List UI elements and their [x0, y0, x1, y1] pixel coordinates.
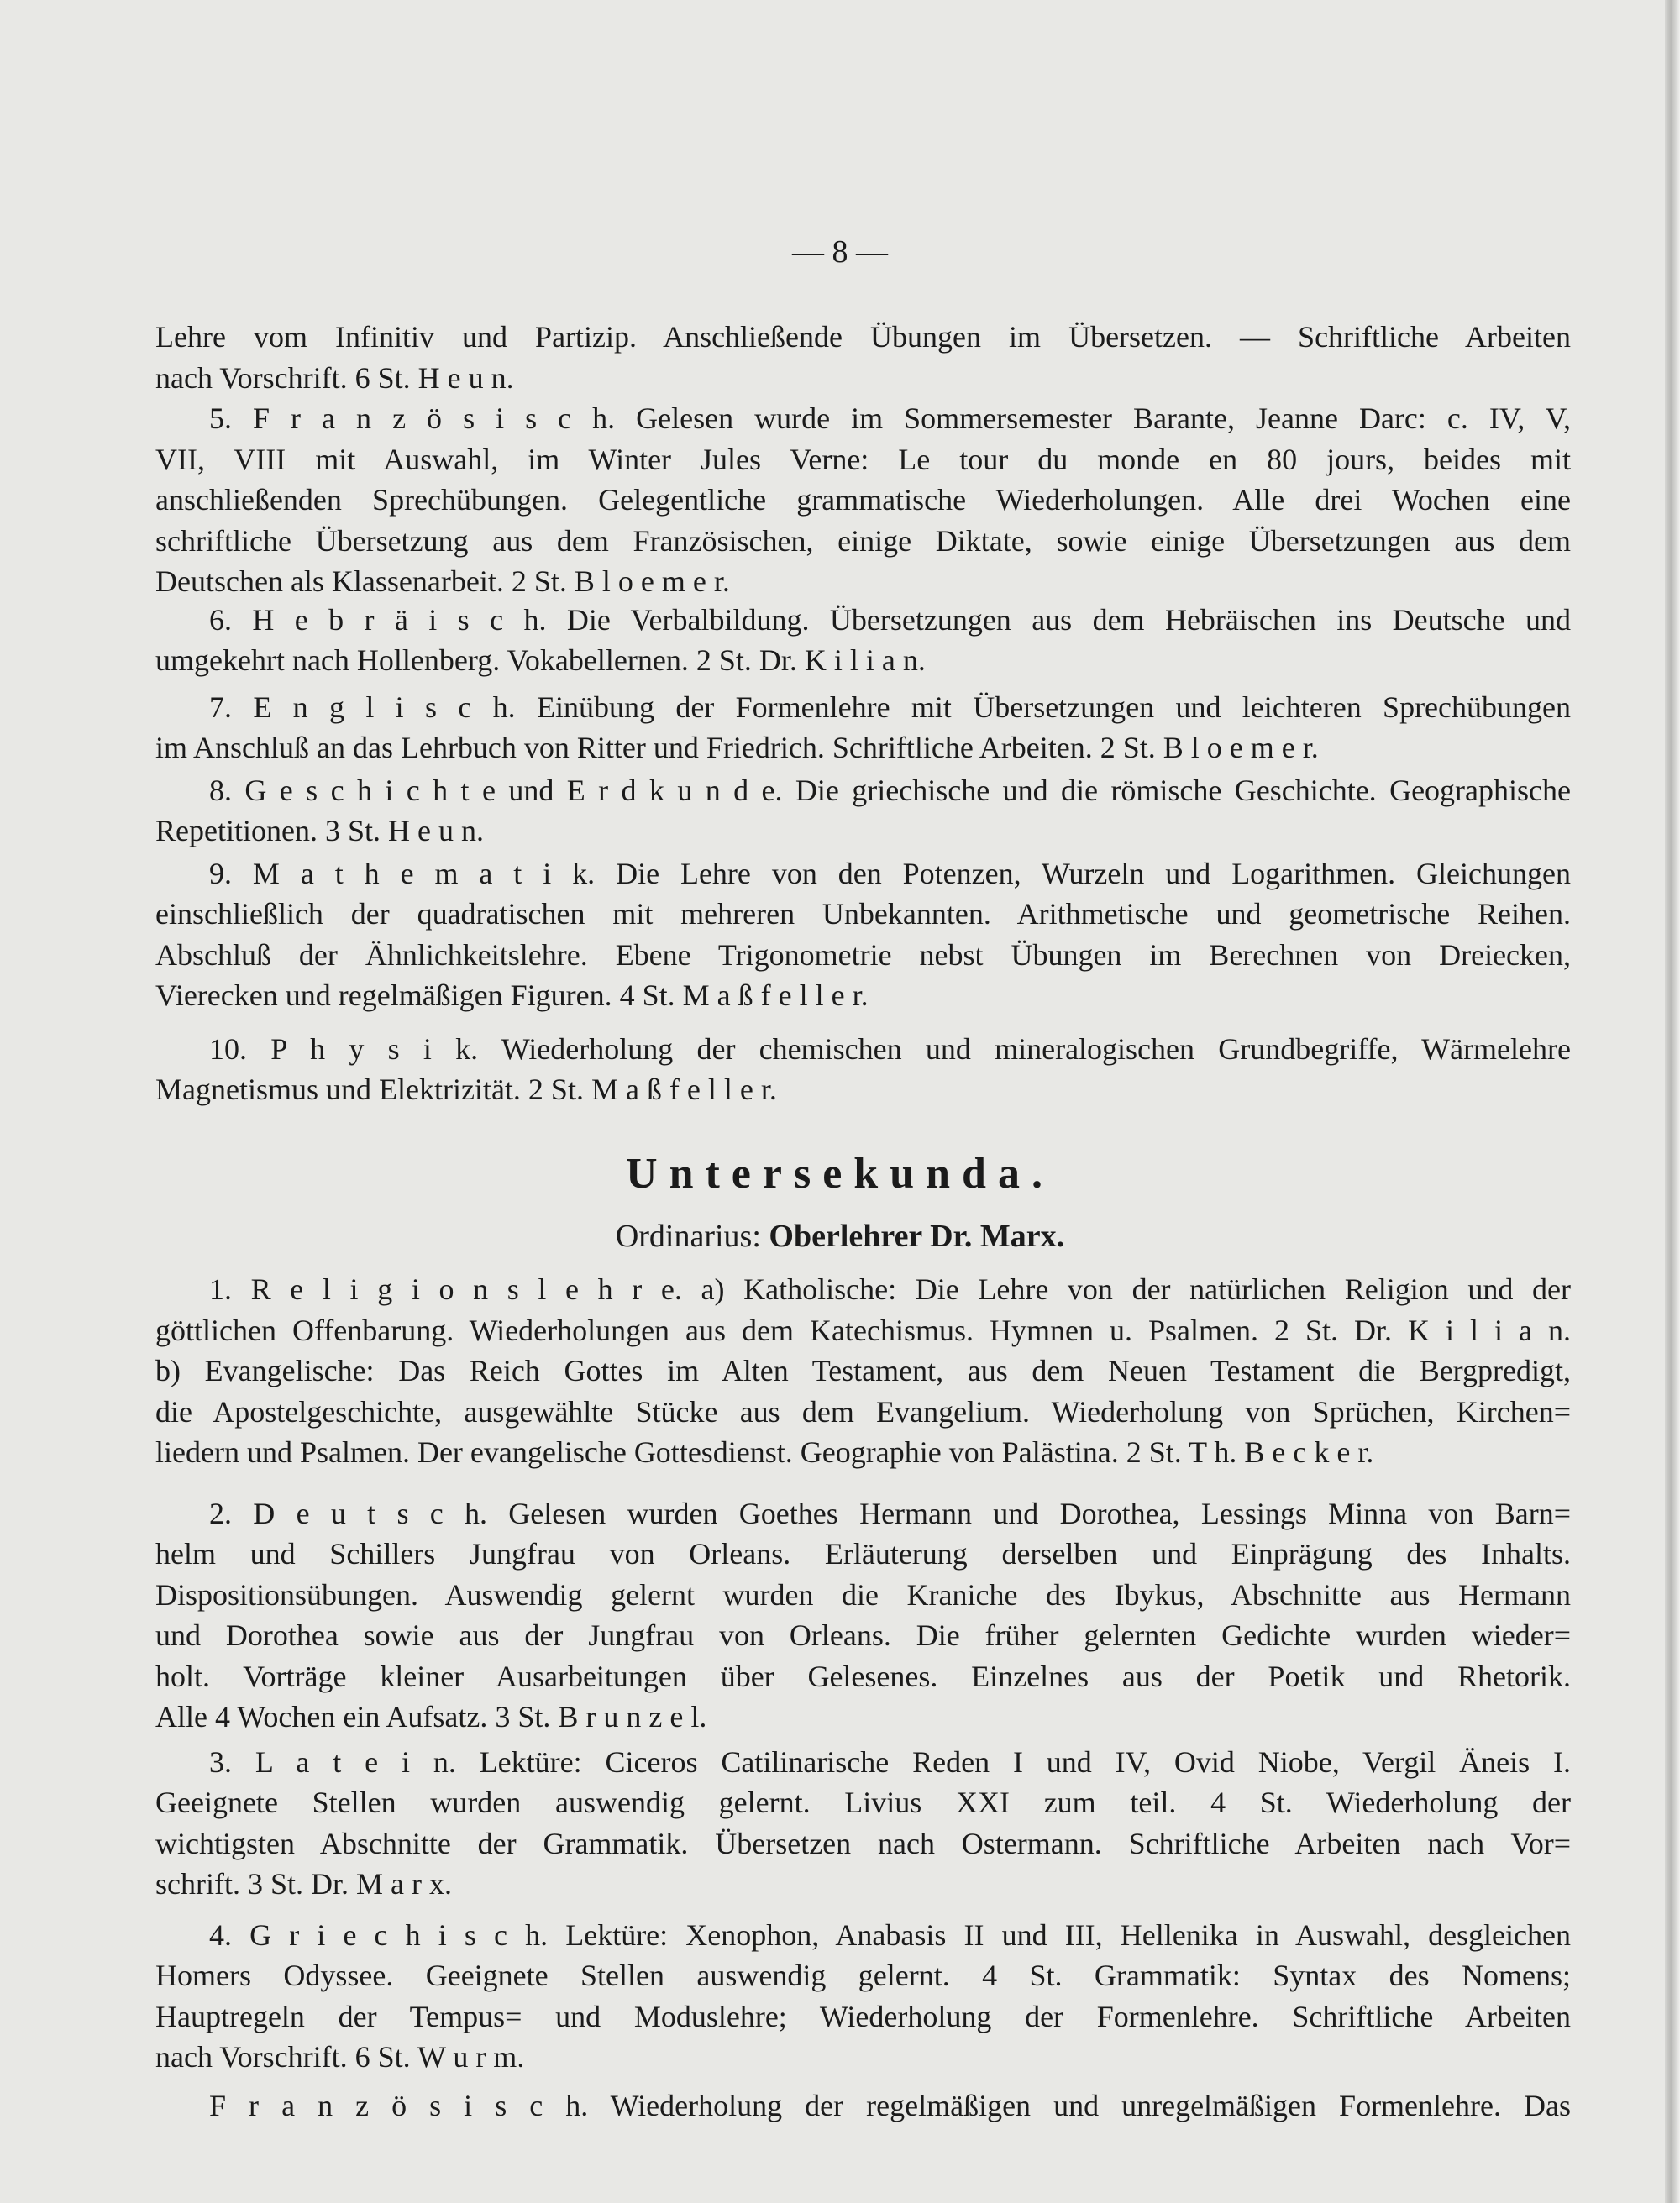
text-line: im Anschluß an das Lehrbuch von Ritter und Friedrich. Schriftliche Arbeiten. 2 St. B l o e m e r. [155, 731, 1319, 764]
text-line: nach Vorschrift. 6 St. H e u n. [155, 360, 514, 395]
paragraph [155, 1029, 1571, 1110]
paragraph [155, 1493, 1571, 1738]
paragraph [155, 1915, 1571, 2078]
text-line: Hauptregeln der Tempus= und Moduslehre; Wiederholung der Formenlehre. Schriftliche Arbeiten [155, 1999, 1571, 2033]
text-line: anschließenden Sprechübungen. Gelegentliche grammatische Wiederholungen. Alle drei Wochen eine [155, 483, 1571, 517]
text-line: F r a n z ö s i s c h. Wiederholung der regelmäßigen und unregelmäßigen Formenlehre. Das [209, 2088, 1571, 2122]
text-line: 6. H e b r ä i s c h. Die Verbalbildung. Übersetzungen aus dem Hebräischen ins Deutsche und [209, 602, 1571, 637]
ordinarius-line [0, 1218, 1680, 1255]
text-line: 5. F r a n z ö s i s c h. Gelesen wurde im Sommersemester Barante, Jeanne Darc: c. IV, V, [209, 401, 1571, 435]
text-line: die Apostelgeschichte, ausgewählte Stücke aus dem Evangelium. Wiederholung von Sprüchen, Kirchen= [155, 1394, 1571, 1429]
text-line: schrift. 3 St. Dr. M a r x. [155, 1867, 452, 1901]
text-line: 9. M a t h e m a t i k. Die Lehre von den Potenzen, Wurzeln und Logarithmen. Gleichungen [209, 856, 1571, 890]
text-line: holt. Vorträge kleiner Ausarbeitungen über Gelesenes. Einzelnes aus der Poetik und Rhetorik. [155, 1659, 1571, 1693]
text-line: Lehre vom Infinitiv und Partizip. Anschließende Übungen im Übersetzen. — Schriftliche Arbeiten [155, 320, 1571, 354]
bottom-section [155, 1269, 1571, 2126]
page-edge-shadow [1665, 0, 1680, 2203]
text-line: 8. G e s c h i c h t e und E r d k u n d e. Die griechische und die römische Geschichte. Geographische [209, 773, 1571, 807]
text-line: Geeignete Stellen wurden auswendig gelernt. Livius XXI zum teil. 4 St. Wiederholung der [155, 1786, 1571, 1819]
text-line: b) Evangelische: Das Reich Gottes im Alten Testament, aus dem Neuen Testament die Bergpredigt, [155, 1354, 1571, 1387]
text-line: nach Vorschrift. 6 St. W u r m. [155, 2040, 525, 2074]
ordinarius-name: Oberlehrer Dr. Marx. [769, 1219, 1065, 1254]
text-line: Vierecken und regelmäßigen Figuren. 4 St. M a ß f e l l e r. [155, 978, 869, 1012]
paragraph [155, 853, 1571, 1016]
text-line: umgekehrt nach Hollenberg. Vokabellernen. 2 St. Dr. K i l i a n. [155, 643, 926, 677]
text-line: 1. R e l i g i o n s l e h r e. a) Katholische: Die Lehre von der natürlichen Religion und der [209, 1272, 1571, 1306]
paragraph [155, 1269, 1571, 1473]
section-heading: Untersekunda. [626, 1150, 1054, 1198]
paragraph [155, 770, 1571, 852]
text-line: Alle 4 Wochen ein Aufsatz. 3 St. B r u n z e l. [155, 1700, 707, 1734]
text-line: 7. E n g l i s c h. Einübung der Formenlehre mit Übersetzungen und leichteren Sprechübungen [209, 690, 1571, 724]
text-line: Repetitionen. 3 St. H e u n. [155, 814, 484, 847]
ordinarius-label: Ordinarius: [615, 1219, 761, 1254]
text-line: schriftliche Übersetzung aus dem Französischen, einige Diktate, sowie einige Übersetzungen aus dem [155, 523, 1571, 558]
paragraph [155, 398, 1571, 602]
paragraph [155, 600, 1571, 681]
text-line: Homers Odyssee. Geeignete Stellen auswendig gelernt. 4 St. Grammatik: Syntax des Nomens; [155, 1959, 1571, 1992]
text-line: 2. D e u t s c h. Gelesen wurden Goethes Hermann und Dorothea, Lessings Minna von Barn= [209, 1496, 1571, 1530]
text-line: einschließlich der quadratischen mit mehreren Unbekannten. Arithmetische und geometrische Reihen. [155, 897, 1571, 931]
paragraph [155, 2085, 1571, 2127]
text-line: und Dorothea sowie aus der Jungfrau von Orleans. Die früher gelernten Gedichte wurden wieder= [155, 1618, 1571, 1652]
paragraph [155, 1742, 1571, 1905]
text-line: Abschluß der Ähnlichkeitslehre. Ebene Trigonometrie nebst Übungen im Berechnen von Dreiecken, [155, 937, 1571, 972]
text-line: Deutschen als Klassenarbeit. 2 St. B l o e m e r. [155, 564, 730, 598]
paragraph [155, 317, 1571, 398]
text-line: Dispositionsübungen. Auswendig gelernt wurden die Kraniche des Ibykus, Abschnitte aus Hermann [155, 1577, 1571, 1612]
text-line: 10. P h y s i k. Wiederholung der chemischen und mineralogischen Grundbegriffe, Wärmelehre [209, 1031, 1571, 1066]
text-line: liedern und Psalmen. Der evangelische Gottesdienst. Geographie von Palästina. 2 St. T h. B e c k e r. [155, 1435, 1374, 1469]
paragraph [155, 687, 1571, 768]
page-number: — 8 — [792, 234, 888, 270]
text-line: 3. L a t e i n. Lektüre: Ciceros Catilinarische Reden I und IV, Ovid Niobe, Vergil Äneis I. [209, 1744, 1571, 1779]
text-line: 4. G r i e c h i s c h. Lektüre: Xenophon, Anabasis II und III, Hellenika in Auswahl, desgleichen [209, 1917, 1571, 1952]
text-line: VII, VIII mit Auswahl, im Winter Jules Verne: Le tour du monde en 80 jours, beides mit [155, 442, 1571, 476]
top-section [155, 317, 1571, 1110]
text-line: helm und Schillers Jungfrau von Orleans. Erläuterung derselben und Einprägung des Inhalts. [155, 1537, 1571, 1571]
text-line: göttlichen Offenbarung. Wiederholungen aus dem Katechismus. Hymnen u. Psalmen. 2 St. Dr. K i l i a n. [155, 1313, 1571, 1347]
text-line: Magnetismus und Elektrizität. 2 St. M a ß f e l l e r. [155, 1073, 777, 1106]
text-line: wichtigsten Abschnitte der Grammatik. Übersetzen nach Ostermann. Schriftliche Arbeiten nach Vor= [155, 1826, 1571, 1860]
